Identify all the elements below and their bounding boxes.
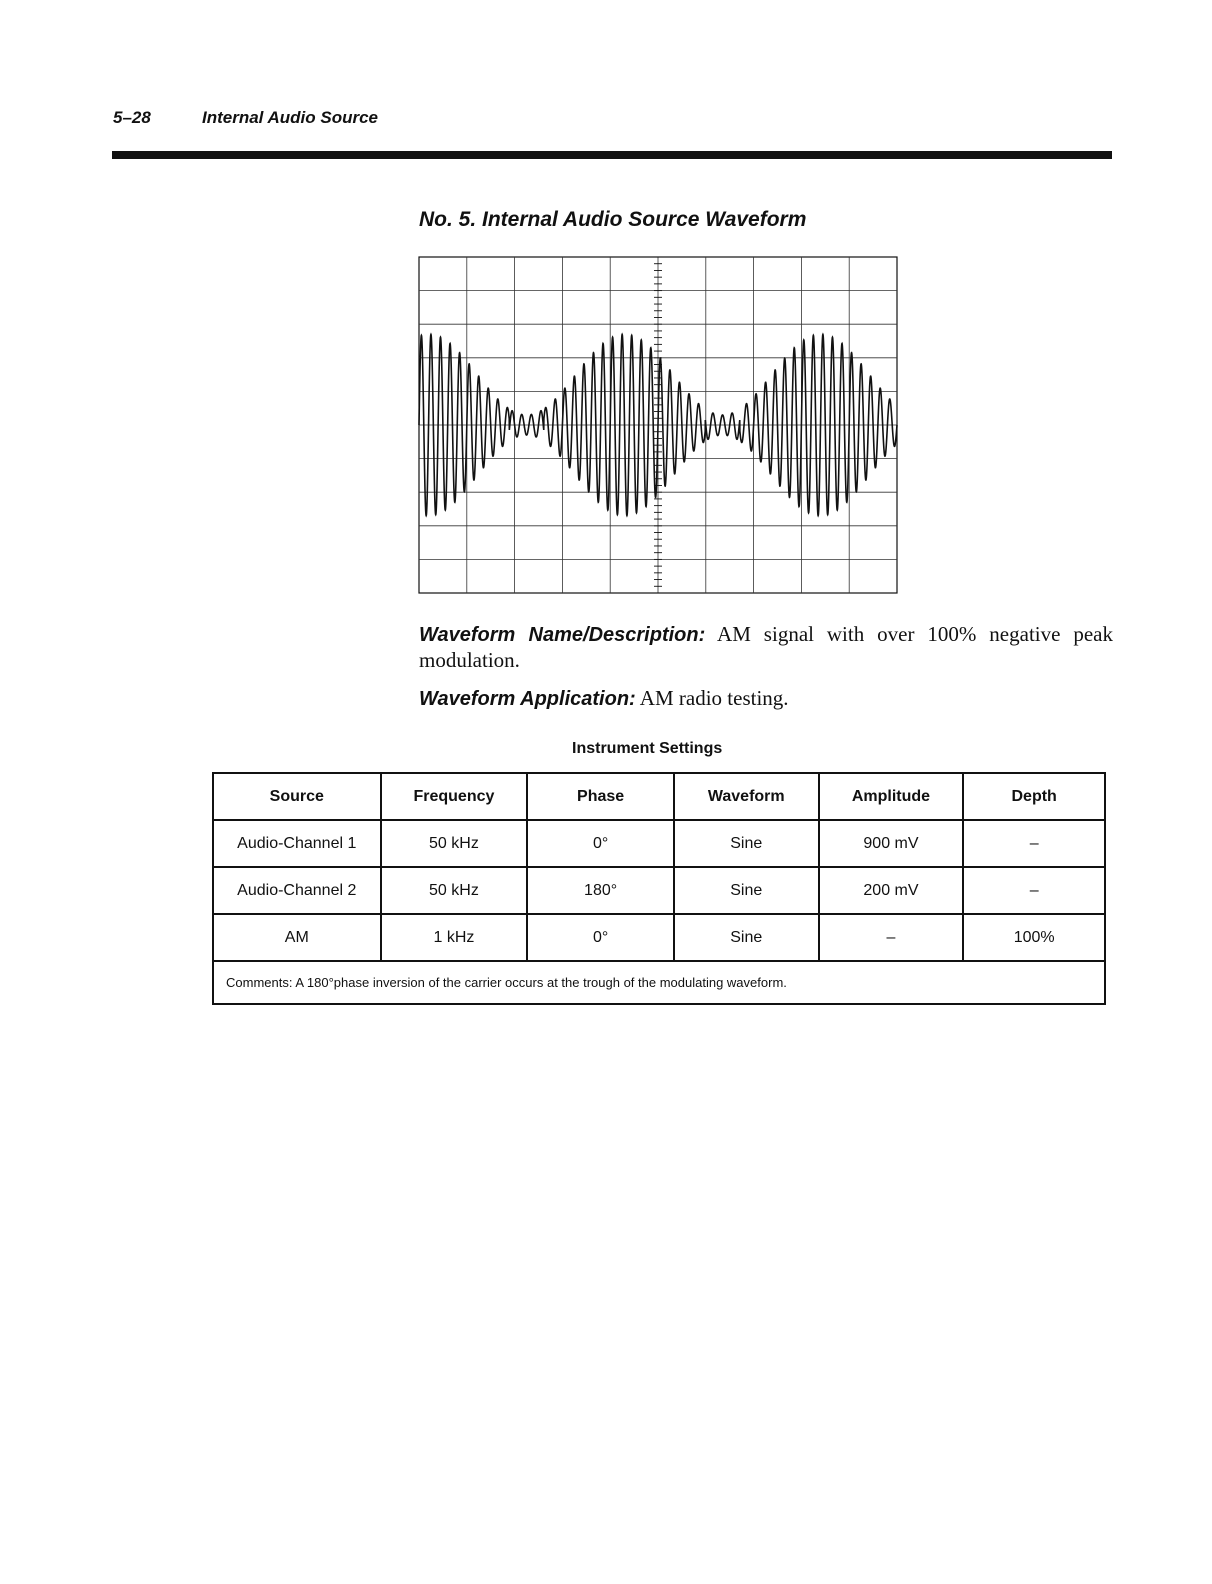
waveform-description <box>419 622 1113 725</box>
table-cell: – <box>819 914 964 961</box>
table-cell: 50 kHz <box>381 867 528 914</box>
table-cell: Sine <box>674 914 819 961</box>
comments-cell: Comments: A 180°phase inversion of the carrier occurs at the trough of the modulating waveform. <box>213 961 1105 1004</box>
column-header: Waveform <box>674 773 819 820</box>
column-header: Phase <box>527 773 674 820</box>
settings-title: Instrument Settings <box>572 740 723 757</box>
table-cell: 1 kHz <box>381 914 528 961</box>
oscilloscope-display <box>418 256 898 594</box>
column-header: Depth <box>963 773 1105 820</box>
section-title: Internal Audio Source <box>202 108 379 127</box>
table-cell: Audio-Channel 1 <box>213 820 381 867</box>
column-header: Frequency <box>381 773 528 820</box>
page-header <box>113 108 378 128</box>
table-cell: 100% <box>963 914 1105 961</box>
table-cell: 900 mV <box>819 820 964 867</box>
table-cell: – <box>963 820 1105 867</box>
instrument-settings-table <box>212 772 1106 1005</box>
table-row <box>213 820 1105 867</box>
waveform-name-label: Waveform Name/Description: <box>419 624 706 646</box>
column-header: Source <box>213 773 381 820</box>
table-cell: 200 mV <box>819 867 964 914</box>
table-header-row <box>213 773 1105 820</box>
waveform-name-text: AM signal with over 100% negative peak modulation. <box>419 622 1114 672</box>
waveform-application-text: AM radio testing. <box>639 686 789 710</box>
table-cell: Sine <box>674 867 819 914</box>
waveform-application-label: Waveform Application: <box>419 688 636 710</box>
comments-row <box>213 961 1105 1004</box>
figure-title: No. 5. Internal Audio Source Waveform <box>419 208 807 231</box>
waveform-name-paragraph <box>419 622 1113 673</box>
page-number: 5–28 <box>113 108 151 127</box>
table-cell: 180° <box>527 867 674 914</box>
table-row <box>213 914 1105 961</box>
table-cell: – <box>963 867 1105 914</box>
table-cell: 0° <box>527 914 674 961</box>
table-row <box>213 867 1105 914</box>
table-cell: Sine <box>674 820 819 867</box>
waveform-application-paragraph <box>419 686 1113 712</box>
table-cell: 0° <box>527 820 674 867</box>
header-rule <box>112 151 1112 159</box>
table-cell: AM <box>213 914 381 961</box>
table-cell: 50 kHz <box>381 820 528 867</box>
column-header: Amplitude <box>819 773 964 820</box>
table-cell: Audio-Channel 2 <box>213 867 381 914</box>
